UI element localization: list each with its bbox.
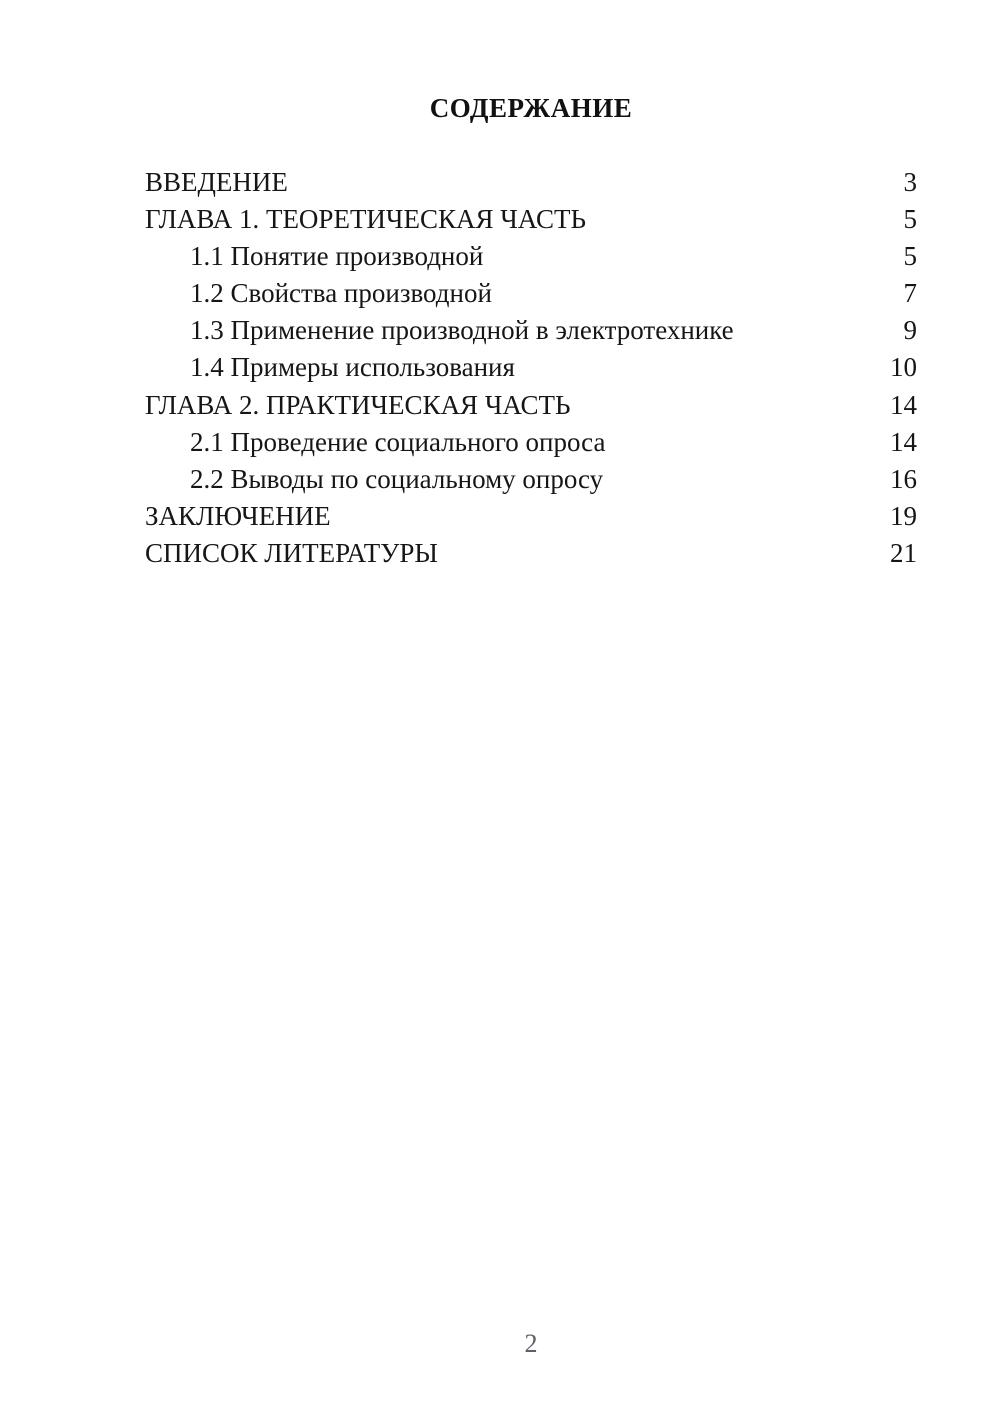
toc-entry — [145, 535, 917, 572]
page-number: 2 — [524, 1329, 538, 1358]
toc-entry-page: 10 — [890, 352, 917, 383]
toc-entry — [145, 312, 917, 349]
toc-entry-page: 14 — [890, 426, 917, 457]
toc-list — [145, 164, 917, 572]
toc-entry — [145, 275, 917, 312]
toc-entry — [145, 201, 917, 238]
toc-entry-label: 2.1 Проведение социального опроса — [190, 426, 606, 457]
toc-entry-page: 5 — [903, 241, 917, 272]
toc-entry-page: 9 — [903, 315, 917, 346]
toc-entry — [145, 424, 917, 461]
toc-entry-page: 7 — [903, 278, 917, 309]
toc-entry-label: 2.2 Выводы по социальному опросу — [190, 463, 604, 494]
toc-entry — [145, 238, 917, 275]
toc-entry — [145, 461, 917, 498]
toc-entry-label: 1.3 Применение производной в электротехнике — [190, 315, 734, 346]
toc-entry — [145, 498, 917, 535]
toc-entry-page: 5 — [903, 204, 917, 235]
page-title: СОДЕРЖАНИЕ — [429, 93, 633, 123]
toc-entry-label: 1.1 Понятие производной — [190, 241, 484, 272]
toc-entry — [145, 164, 917, 201]
toc-entry-label: ЗАКЛЮЧЕНИЕ — [145, 500, 331, 531]
toc-entry — [145, 387, 917, 424]
toc-entry-label: ГЛАВА 2. ПРАКТИЧЕСКАЯ ЧАСТЬ — [145, 389, 571, 420]
toc-entry-page: 21 — [890, 537, 917, 568]
toc-entry-page: 3 — [903, 167, 917, 197]
toc-entry-page: 19 — [890, 500, 917, 531]
toc-entry-label: СПИСОК ЛИТЕРАТУРЫ — [145, 537, 438, 568]
toc-entry-page: 16 — [890, 463, 917, 494]
toc-entry-label: 1.4 Примеры использования — [190, 352, 515, 383]
toc-entry-label: ВВЕДЕНИЕ — [145, 167, 288, 197]
toc-entry-label: ГЛАВА 1. ТЕОРЕТИЧЕСКАЯ ЧАСТЬ — [145, 204, 586, 235]
toc-entry — [145, 349, 917, 386]
toc-entry-page: 14 — [890, 389, 917, 420]
toc-entry-label: 1.2 Свойства производной — [190, 278, 492, 309]
